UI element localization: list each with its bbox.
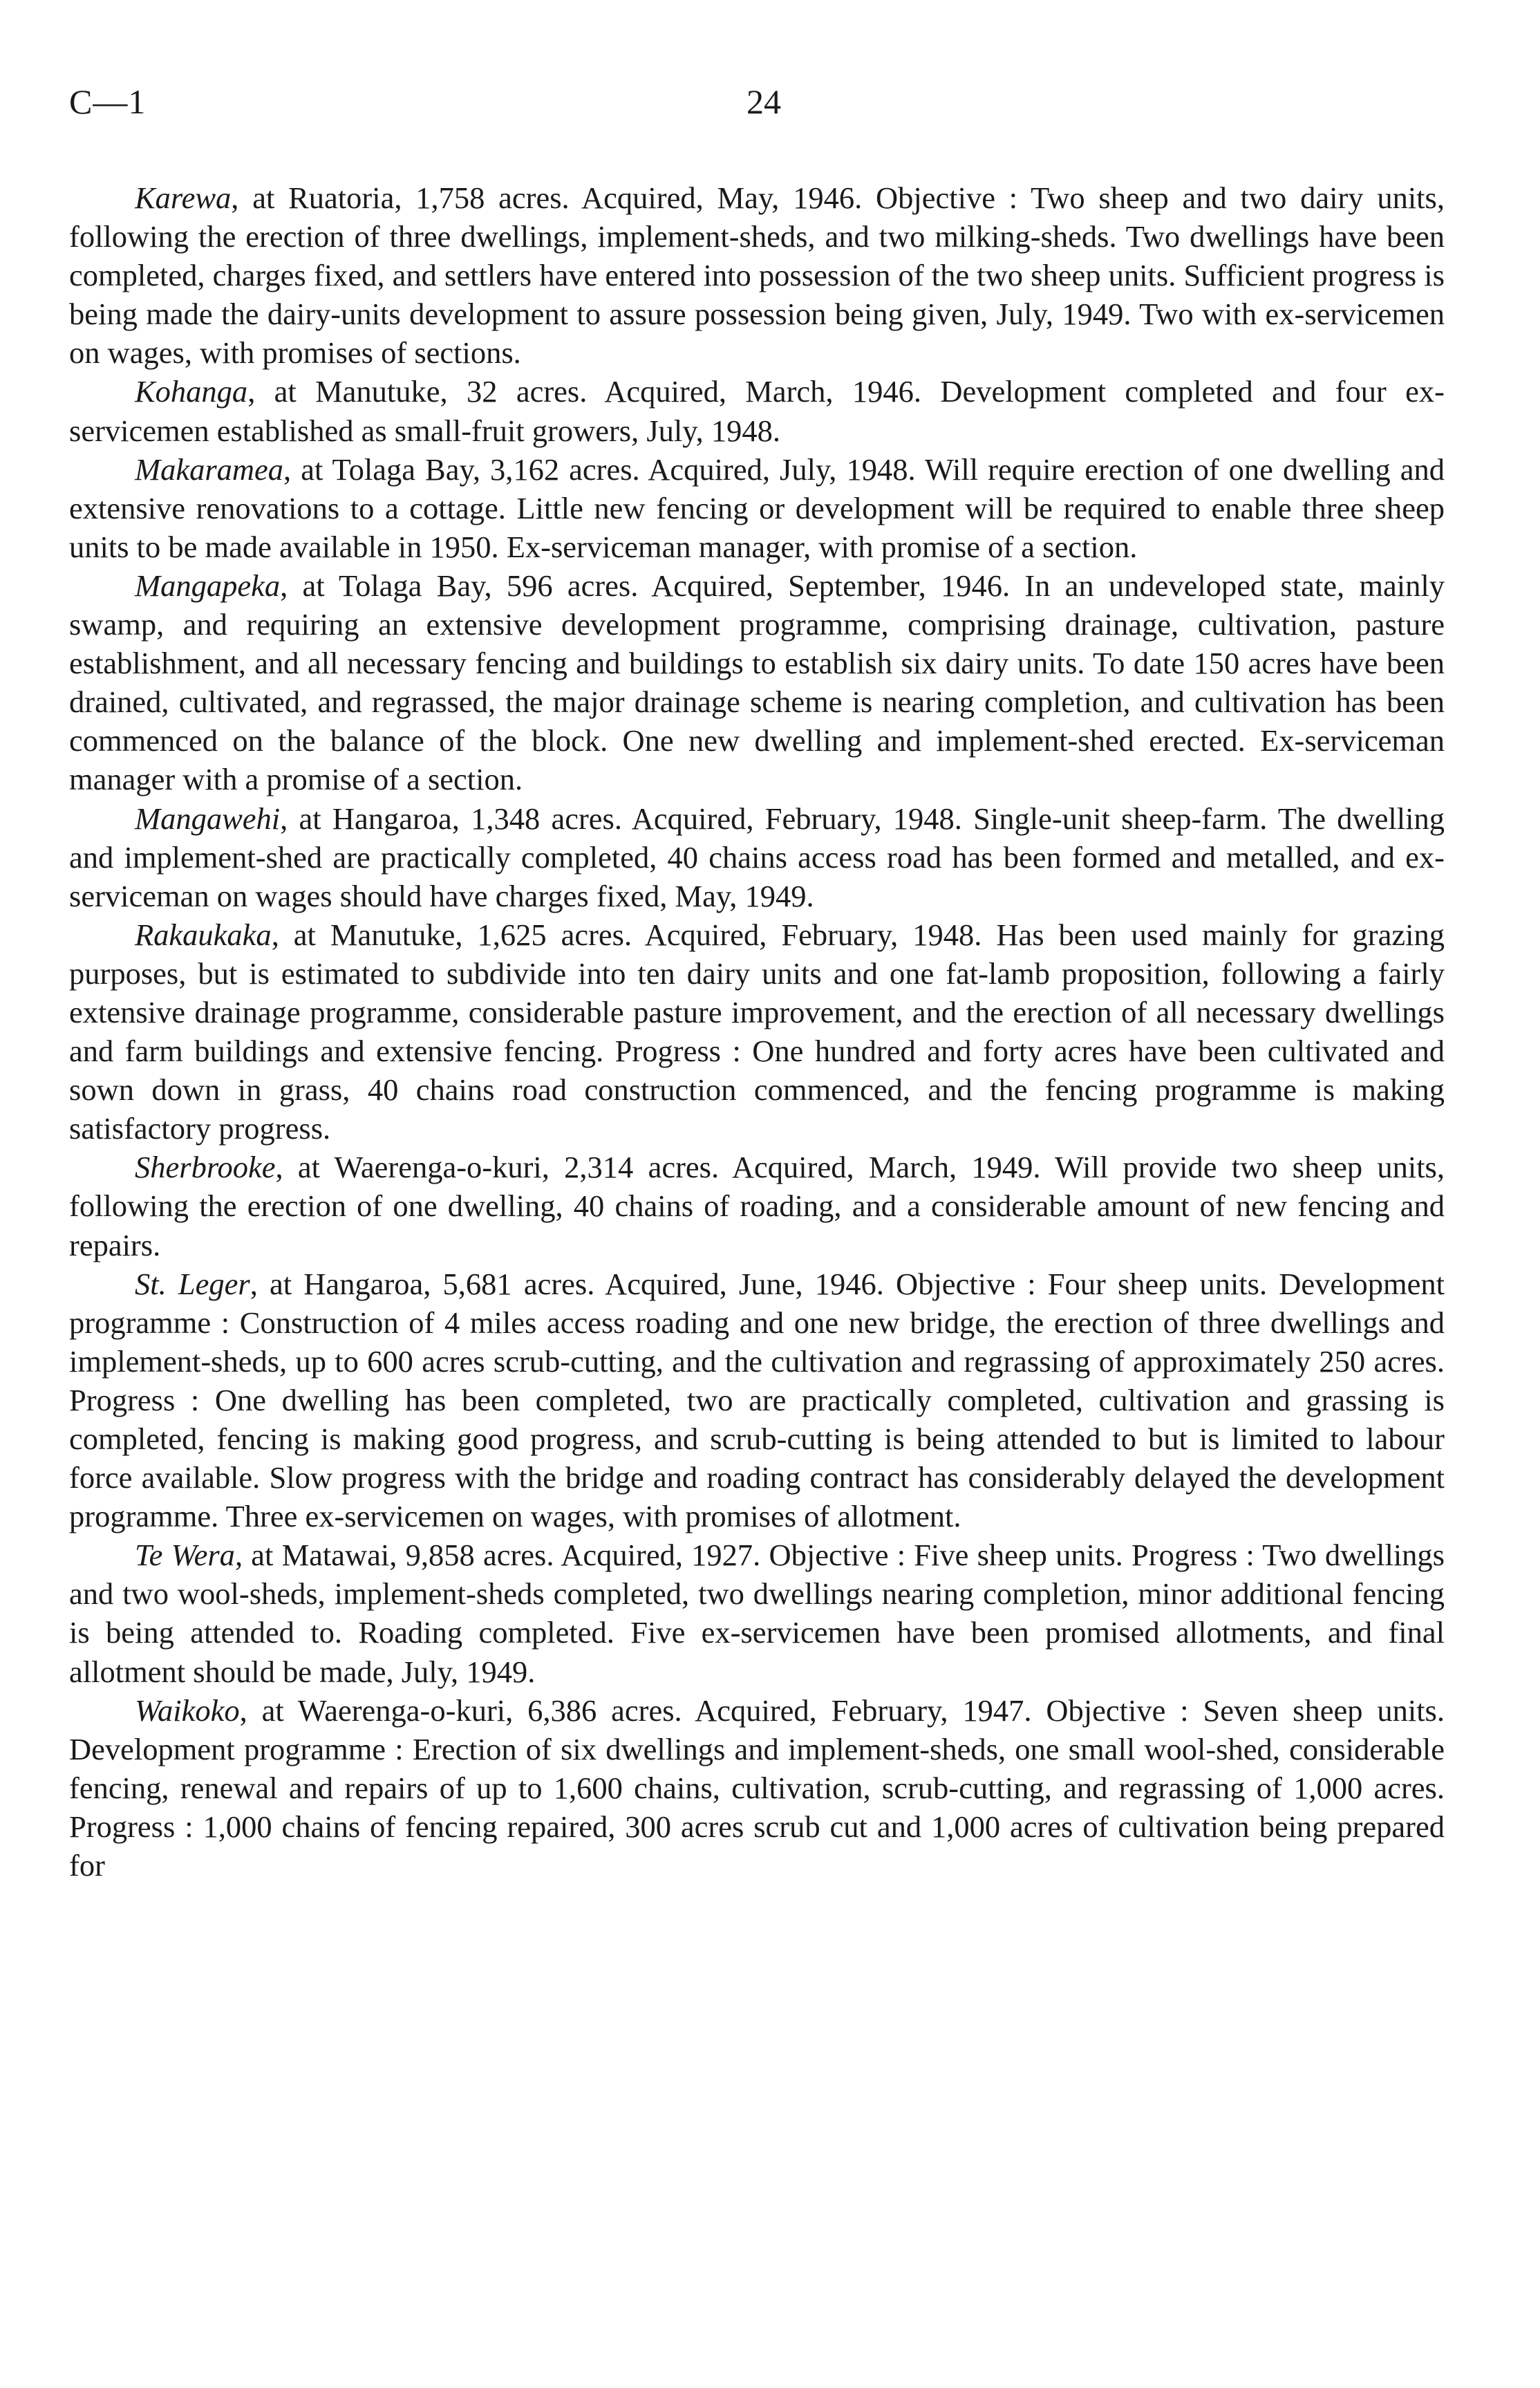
entry-kohanga — [69, 372, 1445, 449]
entry-te-wera — [69, 1536, 1445, 1690]
entry-text: , at Hangaroa, 5,681 acres. Acquired, June, 1946. Objective : Four sheep units. Development programme : Construction of 4 miles access roading and one new bridge, the erection of three dwellings and implement-sheds, up to 600 acres scrub-cutting, and the cultivation and regrassing of approximately 250 acres. Progress : One dwelling has been completed, two are practically completed, cultivation and grassing is completed, fencing is making good progress, and scrub-cutting is being attended to but is limited to labour force available. Slow progress with the bridge and roading contract has considerably delayed the development programme. Three ex-servicemen on wages, with promises of allotment. — [69, 1266, 1445, 1534]
entry-text: , at Tolaga Bay, 596 acres. Acquired, September, 1946. In an undeveloped state, mainly swamp, and requiring an extensive development programme, comprising drainage, cultivation, pasture establishment, and all necessary fencing and buildings to establish six dairy units. To date 150 acres have been drained, cultivated, and regrassed, the major drainage scheme is nearing completion, and cultivation has been commenced on the balance of the block. One new dwelling and implement-shed erected. Ex-serviceman manager with a promise of a section. — [69, 568, 1445, 797]
entry-waikoko — [69, 1691, 1445, 1885]
entry-text: , at Ruatoria, 1,758 acres. Acquired, May, 1946. Objective : Two sheep and two dairy units, following the erection of three dwellings, implement-sheds, and two milking-sheds. Two dwellings have been completed, charges fixed, and settlers have entered into possession of the two sheep units. Sufficient progress is being made the dairy-units development to assure possession being given, July, 1949. Two with ex-servicemen on wages, with promises of sections. — [69, 180, 1445, 371]
entry-mangawehi — [69, 799, 1445, 915]
entry-mangapeka — [69, 566, 1445, 799]
entry-text: , at Manutuke, 1,625 acres. Acquired, February, 1948. Has been used mainly for grazing purposes, but is estimated to subdivide into ten dairy units and one fat-lamb proposition, following a fairly extensive drainage programme, considerable pasture improvement, and the erection of all necessary dwellings and farm buildings and extensive fencing. Progress : One hundred and forty acres have been cultivated and sown down in grass, 40 chains road construction commenced, and the fencing programme is making satisfactory progress. — [69, 917, 1445, 1146]
entry-name: Mangapeka — [135, 568, 281, 603]
entry-name: Rakaukaka — [135, 917, 272, 952]
document-code: C—1 — [69, 82, 147, 121]
entry-name: Mangawehi — [135, 801, 281, 836]
entry-name: Makaramea — [135, 451, 284, 487]
entry-name: Te Wera — [135, 1538, 235, 1573]
entry-st-leger — [69, 1265, 1445, 1536]
page-number: 24 — [746, 82, 781, 121]
entry-text: , at Waerenga-o-kuri, 6,386 acres. Acquired, February, 1947. Objective : Seven sheep units. Development programme : Erection of six dwellings and implement-sheds, one small wool-shed, considerable fencing, renewal and repairs of up to 1,600 chains, cultivation, scrub-cutting, and regrassing of 1,000 acres. Progress : 1,000 chains of fencing repaired, 300 acres scrub cut and 1,000 acres of cultivation being prepared for — [69, 1692, 1445, 1883]
entry-karewa — [69, 178, 1445, 372]
page-header — [69, 82, 1479, 137]
entry-text: , at Hangaroa, 1,348 acres. Acquired, February, 1948. Single-unit sheep-farm. The dwelling and implement-shed are practically completed, 40 chains access road has been formed and metalled, and ex-serviceman on wages should have charges fixed, May, 1949. — [69, 801, 1445, 913]
entry-text: , at Waerenga-o-kuri, 2,314 acres. Acquired, March, 1949. Will provide two sheep units, following the erection of one dwelling, 40 chains of roading, and a considerable amount of new fencing and repairs. — [69, 1150, 1445, 1262]
entry-name: St. Leger — [135, 1266, 250, 1301]
entry-name: Sherbrooke — [135, 1150, 276, 1185]
body-text — [69, 178, 1445, 1885]
entry-text: , at Matawai, 9,858 acres. Acquired, 1927. Objective : Five sheep units. Progress : Two dwellings and two wool-sheds, implement-sheds completed, two dwellings nearing completion, minor additional fencing is being attended to. Roading completed. Five ex-servicemen have been promised allotments, and final allotment should be made, July, 1949. — [69, 1538, 1445, 1689]
entry-name: Kohanga — [135, 374, 248, 409]
entry-rakaukaka — [69, 915, 1445, 1148]
entry-makaramea — [69, 450, 1445, 566]
entry-name: Karewa — [135, 180, 232, 215]
entry-text: , at Tolaga Bay, 3,162 acres. Acquired, July, 1948. Will require erection of one dwelling and extensive renovations to a cottage. Little new fencing or development will be required to enable three sheep units to be made available in 1950. Ex-serviceman manager, with promise of a section. — [69, 451, 1445, 564]
entry-name: Waikoko — [135, 1692, 240, 1728]
entry-text: , at Manutuke, 32 acres. Acquired, March, 1946. Development completed and four ex-servicemen established as small-fruit growers, July, 1948. — [69, 374, 1445, 448]
entry-sherbrooke — [69, 1148, 1445, 1264]
